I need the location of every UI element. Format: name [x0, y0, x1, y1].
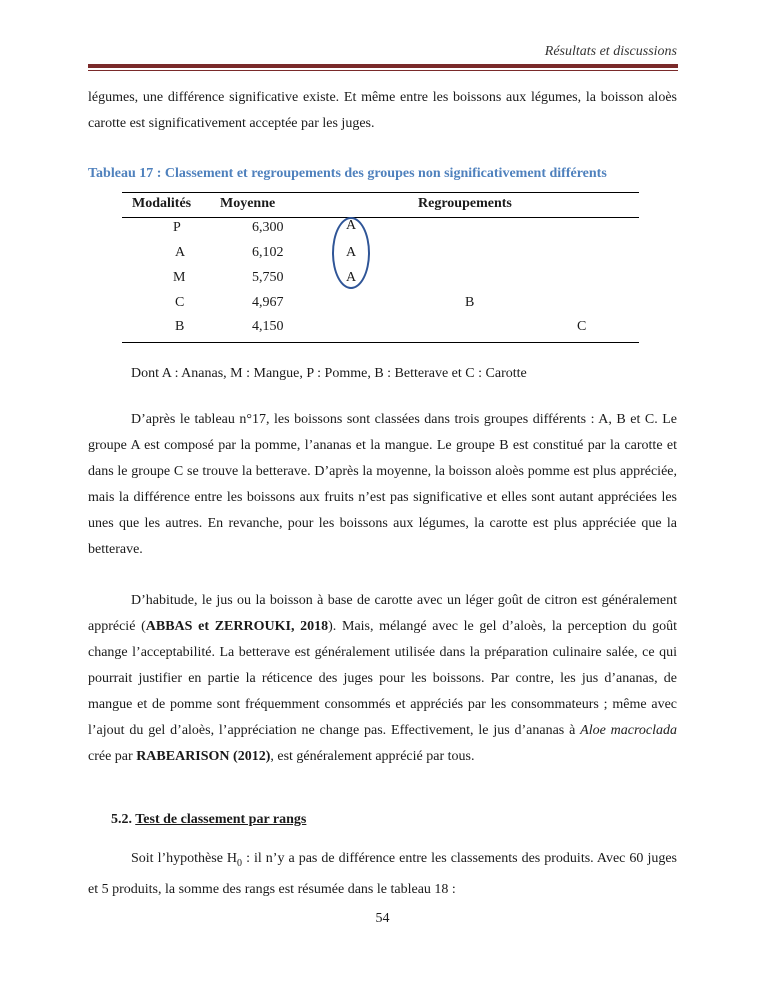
- table-cell-modalite: C: [175, 295, 185, 310]
- table-header-regroupements: Regroupements: [418, 196, 512, 211]
- discussion-text: ). Mais, mélangé avec le gel d’aloès, la perception du goût change l’acceptabilité. La betterave est généralement utilisée dans la préparation culinaire salée, ce qui pourrait justifier en partie la réticence des juges pour les boissons. Par contre, les jus d’ananas, de mangue et de pomme sont fréquemment consommés et appréciés par les consommateurs ; même avec l’ajout du gel d’aloès, l’appréciation ne change pas. Effectivement, le jus d’ananas à: [88, 619, 677, 738]
- section-title: Test de classement par rangs: [135, 812, 307, 827]
- hypothesis-paragraph: [88, 846, 677, 903]
- table-cell-moyenne: 4,967: [252, 295, 284, 310]
- table-cell-moyenne: 6,300: [252, 220, 284, 235]
- table-cell-group: A: [346, 245, 357, 260]
- header-rule-thin: [88, 70, 678, 71]
- table-cell-modalite: B: [175, 319, 185, 334]
- header-rule-thick: [88, 64, 678, 68]
- table-cell-moyenne: 5,750: [252, 270, 284, 285]
- table-cell-modalite: M: [173, 270, 186, 285]
- table-cell-group: B: [465, 295, 475, 310]
- hypothesis-text: Soit l’hypothèse H: [131, 851, 238, 866]
- page-number: 54: [375, 911, 390, 926]
- table-cell-modalite: A: [175, 245, 186, 260]
- table-bottom-rule: [122, 342, 639, 343]
- discussion-paragraph: [88, 588, 677, 770]
- hypothesis-subscript: 0: [237, 857, 243, 869]
- intro-paragraph: légumes, une différence significative existe. Et même entre les boissons aux légumes, la boisson aloès carotte est significativement acceptée par les juges.: [88, 90, 677, 131]
- running-header: Résultats et discussions: [544, 44, 677, 59]
- table-cell-moyenne: 6,102: [252, 245, 284, 260]
- section-heading: [111, 812, 306, 828]
- table-legend: Dont A : Ananas, M : Mangue, P : Pomme, B : Betterave et C : Carotte: [131, 366, 527, 381]
- discussion-text: , est généralement apprécié par tous.: [270, 749, 475, 764]
- citation-abbas-zerrouki: ABBAS et ZERROUKI, 2018: [145, 619, 329, 634]
- table-cell-group: C: [577, 319, 587, 334]
- section-number: 5.2.: [111, 812, 132, 827]
- species-name: Aloe macroclada: [580, 723, 678, 738]
- analysis-paragraph: D’après le tableau n°17, les boissons sont classées dans trois groupes différents : A, B et C. Le groupe A est composé par la pomme, l’ananas et la mangue. Le groupe B est constitué par la carotte et dans le groupe C se trouve la betterave. D’après la moyenne, la boisson aloès pomme est plus appréciée, mais la différence entre les boissons aux fruits n’est pas significative et elles sont autant appréciées les unes que les autres. En revanche, pour les boissons aux légumes, la carotte est plus appréciée que la betterave.: [88, 412, 677, 557]
- table-caption: Tableau 17 : Classement et regroupements des groupes non significativement différents: [88, 166, 607, 181]
- discussion-text: crée par: [88, 749, 137, 764]
- group-a-highlight-ellipse: [332, 217, 370, 289]
- table-cell-group: A: [346, 270, 357, 285]
- table-header-modalites: Modalités: [132, 196, 192, 211]
- table-header-rule: [122, 217, 639, 218]
- table-cell-moyenne: 4,150: [252, 319, 284, 334]
- table-cell-group: A: [346, 218, 357, 233]
- hypothesis-text: : il n’y a pas de différence entre les classements des produits. Avec 60 juges et 5 produits, la somme des rangs est résumée dans le tableau 18 :: [88, 851, 677, 897]
- table-top-rule: [122, 192, 639, 193]
- table-cell-modalite: P: [173, 220, 181, 235]
- citation-rabearison: RABEARISON (2012): [136, 749, 271, 764]
- discussion-text: D’habitude, le jus ou la boisson à base de carotte avec un léger goût de citron est généralement apprécié (: [88, 593, 677, 634]
- table-header-moyenne: Moyenne: [220, 196, 276, 211]
